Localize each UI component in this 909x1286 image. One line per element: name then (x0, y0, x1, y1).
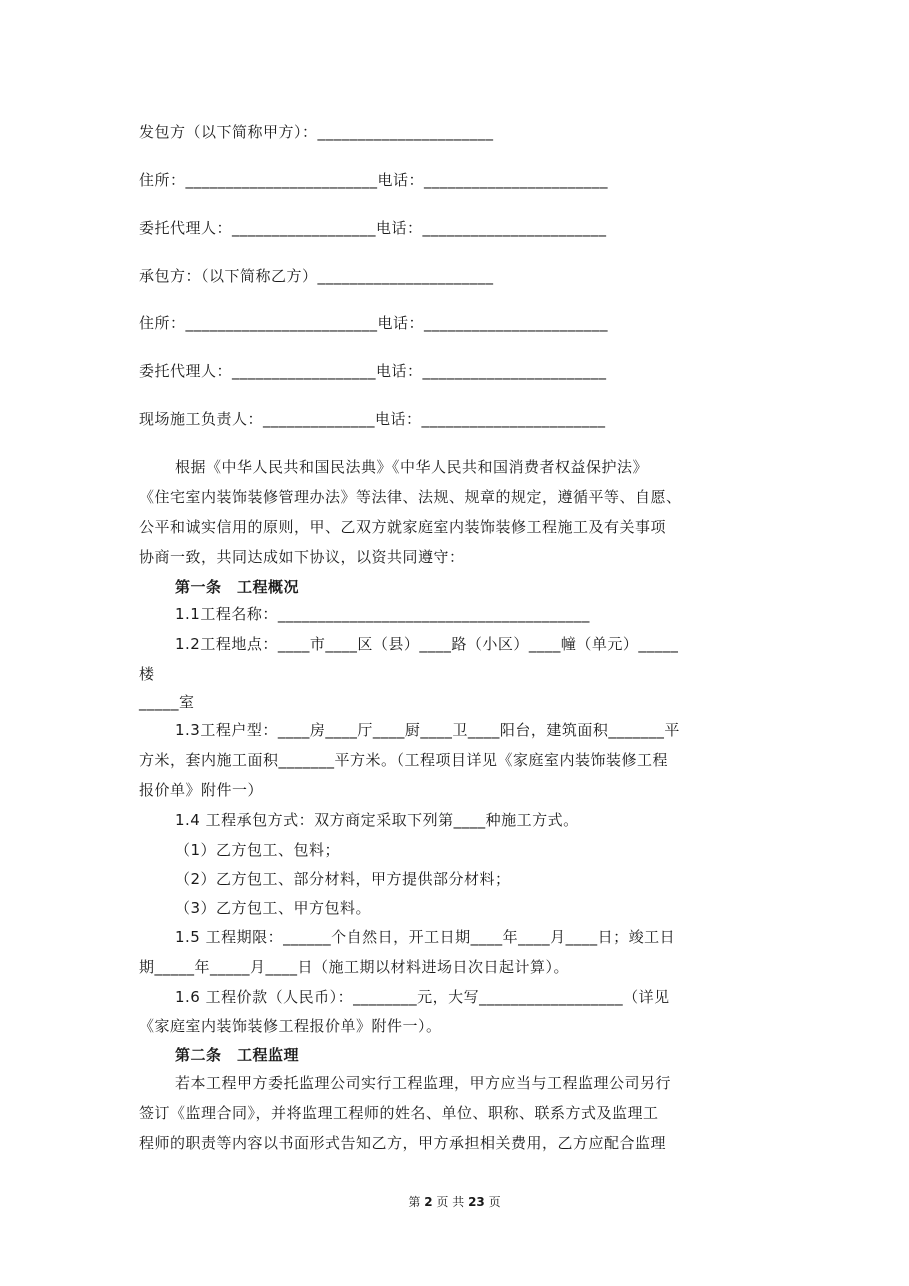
footer-suffix: 页 (488, 1195, 501, 1209)
article-1-line: 1.5 工程期限：______个自然日，开工日期____年____月____日；竣工日 (175, 928, 676, 946)
article-1-line: _____室 (139, 693, 195, 711)
preamble-line: 《住宅室内装饰装修管理办法》等法律、法规、规章的规定，遵循平等、自愿、 (139, 488, 682, 506)
article-2-line: 签订《监理合同》，并将监理工程师的姓名、单位、职称、联系方式及监理工 (139, 1104, 659, 1122)
preamble-line: 协商一致，共同达成如下协议，以资共同遵守： (139, 548, 465, 566)
current-page-number: 2 (424, 1195, 433, 1209)
footer-prefix: 第 (408, 1195, 421, 1209)
site-manager-line: 现场施工负责人：______________电话：_______________________ (139, 410, 606, 428)
article-1-line: 方米，套内施工面积_______平方米。（工程项目详见《家庭室内装饰装修工程 (139, 751, 669, 769)
article-1-line: 1.2工程地点：____市____区（县）____路（小区）____幢（单元）_____ (175, 635, 679, 653)
footer-middle: 页 共 (436, 1195, 465, 1209)
article-1-line: 期_____年_____月____日（施工期以材料进场日次日起计算）。 (139, 958, 570, 976)
article-2-line: 程师的职责等内容以书面形式告知乙方，甲方承担相关费用，乙方应配合监理 (139, 1134, 667, 1152)
article-1-line: 报价单》附件一） (139, 781, 264, 799)
party-b-address-line: 住所：________________________电话：_______________________ (139, 314, 609, 332)
article-1-line: 楼 (139, 665, 155, 683)
party-b-line: 承包方：（以下简称乙方）______________________ (139, 267, 494, 285)
article-1-line: 1.3工程户型：____房____厅____厨____卫____阳台，建筑面积_______平 (175, 721, 680, 739)
party-a-agent-line: 委托代理人：__________________电话：_______________________ (139, 219, 607, 237)
party-b-agent-line: 委托代理人：__________________电话：_______________________ (139, 362, 607, 380)
article-1-line: （2）乙方包工、部分材料，甲方提供部分材料； (175, 870, 511, 888)
party-a-line: 发包方（以下简称甲方）：______________________ (139, 123, 494, 141)
article-1-line: 1.6 工程价款（人民币）：________元，大写__________________（详见 (175, 988, 670, 1006)
article-1-heading: 第一条 工程概况 (175, 578, 300, 596)
total-page-number: 23 (468, 1195, 485, 1209)
article-2-line: 若本工程甲方委托监理公司实行工程监理，甲方应当与工程监理公司另行 (175, 1074, 672, 1092)
article-1-line: （1）乙方包工、包料； (175, 841, 341, 859)
article-1-line: 1.1工程名称：_______________________________________ (175, 605, 590, 623)
party-a-address-line: 住所：________________________电话：_______________________ (139, 171, 609, 189)
article-2-heading: 第二条 工程监理 (175, 1046, 300, 1064)
article-1-line: （3）乙方包工、甲方包料。 (175, 899, 372, 917)
preamble-line: 公平和诚实信用的原则，甲、乙双方就家庭室内装饰装修工程施工及有关事项 (139, 518, 667, 536)
article-1-line: 《家庭室内装饰装修工程报价单》附件一）。 (139, 1017, 442, 1035)
page-footer (0, 1194, 909, 1210)
preamble-line: 根据《中华人民共和国民法典》《中华人民共和国消费者权益保护法》 (175, 458, 649, 476)
article-1-line: 1.4 工程承包方式：双方商定采取下列第____种施工方式。 (175, 811, 579, 829)
